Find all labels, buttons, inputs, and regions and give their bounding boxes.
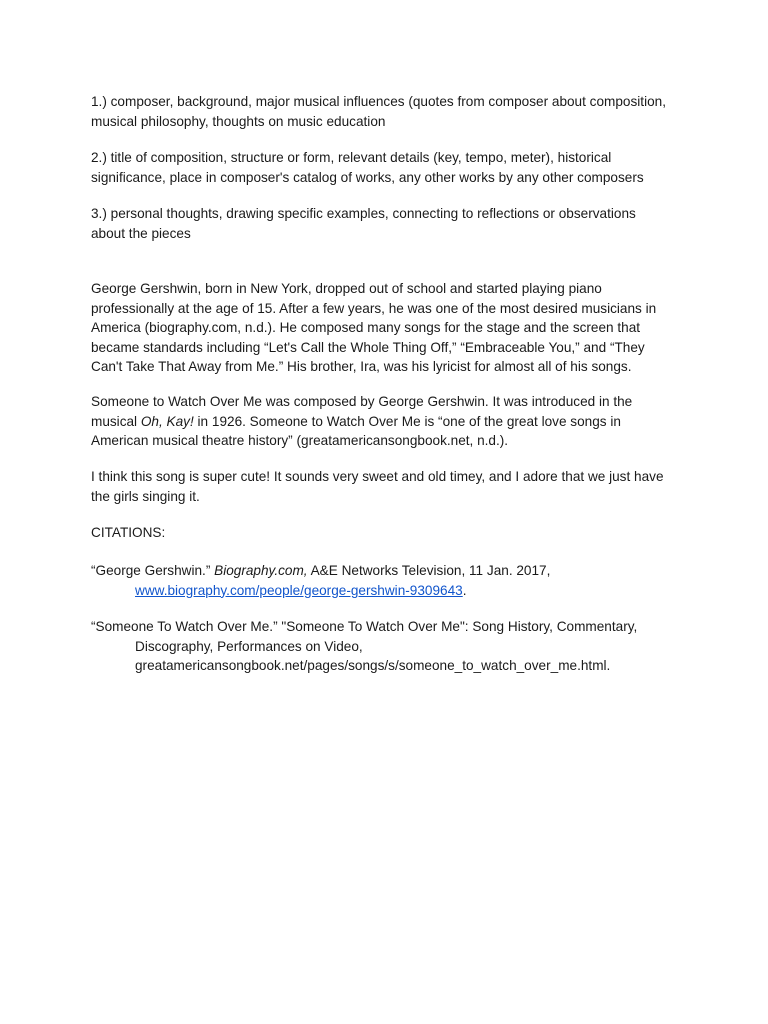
- citation-entry-2: [91, 617, 691, 676]
- citations-heading: [91, 523, 691, 543]
- outline-item-2: [91, 148, 691, 187]
- outline-item-1-line-2: musical philosophy, thoughts on music education: [91, 113, 386, 129]
- outline-item-3-line-2: about the pieces: [91, 225, 191, 241]
- citation-1-line-2: [91, 581, 691, 601]
- citation-1-suffix: A&E Networks Television, 11 Jan. 2017,: [307, 563, 551, 578]
- citation-1-prefix: “George Gershwin.”: [91, 563, 215, 578]
- biography-line-4: became standards including “Let's Call the Whole Thing Off,” “Embraceable You,” and “They: [91, 339, 645, 355]
- composition-line-1: Someone to Watch Over Me was composed by George Gershwin. It was introduced in the: [91, 394, 633, 409]
- biography-line-3: America (biography.com, n.d.). He composed many songs for the stage and the screen that: [91, 320, 641, 335]
- biography-paragraph: [91, 279, 691, 377]
- outline-item-2-line-2: significance, place in composer's catalog of works, any other works by any other composers: [91, 169, 644, 185]
- outline-item-3-line-1: 3.) personal thoughts, drawing specific examples, connecting to reflections or observations: [91, 206, 636, 221]
- biography-line-2: professionally at the age of 15. After a few years, he was one of the most desired musicians in: [91, 300, 657, 316]
- personal-thoughts-line-1: I think this song is super cute! It sounds very sweet and old timey, and I adore that we just have: [91, 469, 664, 484]
- citation-1-url-link[interactable]: www.biography.com/people/george-gershwin-9309643: [135, 582, 463, 598]
- musical-title: Oh, Kay!: [140, 413, 194, 429]
- outline-item-3: [91, 204, 691, 243]
- composition-line-2: [91, 412, 691, 432]
- citation-entry-1: [91, 561, 691, 600]
- outline-item-1-line-1: 1.) composer, background, major musical influences (quotes from composer about composition,: [91, 94, 666, 109]
- composition-line-2-prefix: musical: [91, 413, 141, 429]
- citation-1-url-end: .: [462, 582, 467, 598]
- composition-line-3: American musical theatre history” (greatamericansongbook.net, n.d.).: [91, 433, 509, 448]
- biography-line-1: George Gershwin, born in New York, dropped out of school and started playing piano: [91, 281, 602, 296]
- composition-paragraph: [91, 392, 691, 451]
- citation-1-line-1: [91, 561, 691, 581]
- citations-heading-text: CITATIONS:: [91, 525, 166, 540]
- citation-2-line-3: greatamericansongbook.net/pages/songs/s/someone_to_watch_over_me.html.: [135, 658, 611, 673]
- citation-2-line-2: Discography, Performances on Video,: [135, 638, 363, 654]
- outline-item-1: [91, 92, 691, 131]
- composition-line-2-suffix: in 1926. Someone to Watch Over Me is “one of the great love songs in: [193, 413, 621, 429]
- biography-line-5: Can't Take That Away from Me.” His brother, Ira, was his lyricist for almost all of his songs.: [91, 359, 632, 374]
- citation-2-line-1: “Someone To Watch Over Me.” "Someone To Watch Over Me": Song History, Commentary,: [91, 619, 638, 634]
- outline-item-2-line-1: 2.) title of composition, structure or form, relevant details (key, tempo, meter), historical: [91, 150, 612, 165]
- personal-thoughts-paragraph: [91, 467, 691, 506]
- personal-thoughts-line-2: the girls singing it.: [91, 488, 200, 504]
- citation-1-source: Biography.com,: [214, 563, 308, 578]
